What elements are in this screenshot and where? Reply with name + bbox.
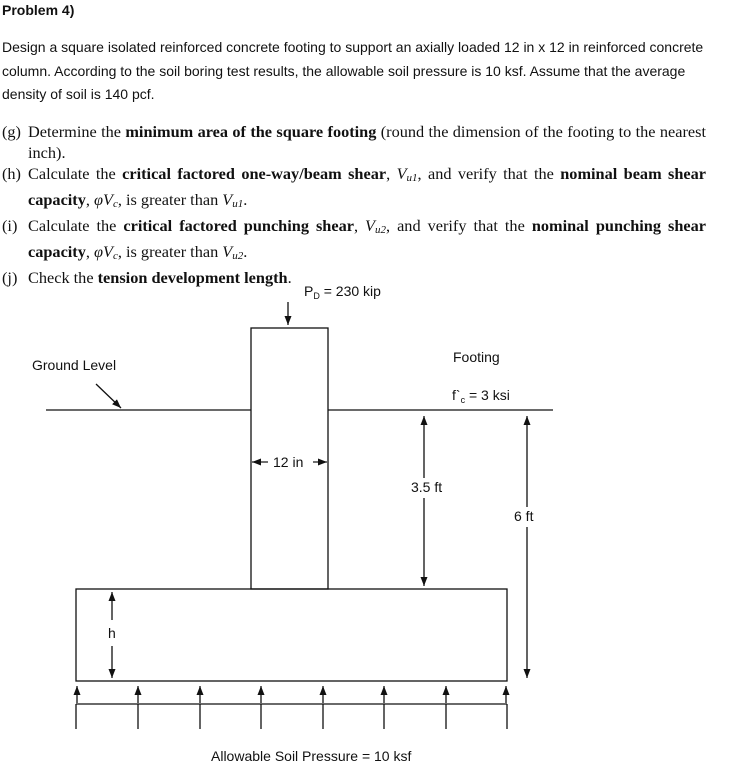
question-label: (j): [2, 268, 18, 287]
column-height-label: 3.5 ft: [411, 479, 443, 495]
column-width-label: 12 in: [273, 454, 304, 470]
symbol: V: [365, 216, 375, 235]
question-text: , is greater than: [117, 242, 223, 261]
question-text: Check the: [28, 268, 98, 287]
question-bold: tension development length: [97, 268, 288, 287]
ground-level-pointer: [96, 384, 121, 408]
question-text: Calculate the: [28, 164, 123, 183]
question-text: .: [243, 190, 248, 209]
question-bold: nominal punching shear capacity: [28, 216, 707, 261]
question-text: ,: [386, 164, 397, 183]
symbol: V: [222, 242, 233, 261]
question-label: (g): [2, 122, 21, 141]
question-text: ,: [353, 216, 366, 235]
symbol: φV: [94, 190, 113, 209]
footing: [76, 589, 507, 681]
question-text: , is greater than: [117, 190, 223, 209]
problem-intro: Design a square isolated reinforced concrete footing to support an axially loaded 12 in x 12 in reinforced concrete column. According to the soil boring test results, the allowable soil pressure is 10 ksf. Assume that the average density of soil is 140 pcf.: [2, 39, 704, 102]
question-text: ,: [85, 242, 95, 261]
question-text: Calculate the: [28, 216, 124, 235]
question-text: .: [287, 268, 292, 287]
ground-level-label: Ground Level: [32, 357, 117, 373]
symbol-subscript: u1: [406, 172, 418, 184]
symbol: φV: [94, 242, 113, 261]
question-bold: minimum area of the square footing: [125, 122, 377, 141]
question-text: .: [243, 242, 248, 261]
question-bold: critical factored punching shear: [123, 216, 354, 235]
concrete-strength-label: $f`_c = 3$ ksi: [452, 387, 510, 405]
symbol-subscript: c: [112, 250, 118, 262]
symbol: V: [222, 190, 233, 209]
soil-pressure-arrows: [77, 686, 506, 703]
question-text: , and verify that the: [417, 164, 561, 183]
question-text: (round the dimension of the footing to the nearest inch).: [28, 122, 707, 162]
question-label: (i): [2, 216, 18, 235]
footing-label: Footing: [453, 349, 500, 365]
question-text: ,: [85, 190, 95, 209]
question-bold: nominal beam shear capacity: [28, 164, 707, 209]
total-depth-label: 6 ft: [514, 508, 534, 524]
symbol-subscript: u2: [232, 250, 244, 262]
symbol-subscript: u1: [232, 198, 244, 210]
question-bold: critical factored one-way/beam shear: [122, 164, 387, 183]
question-text: , and verify that the: [386, 216, 532, 235]
soil-pressure-label: Allowable Soil Pressure = 10 ksf: [211, 748, 412, 764]
problem-title: Problem 4): [2, 2, 75, 18]
question-label: (h): [2, 164, 21, 183]
load-label: $P_D = 230$ kip: [304, 283, 381, 301]
symbol: V: [396, 164, 407, 183]
question-text: Determine the: [28, 122, 126, 141]
thickness-label: h: [108, 625, 116, 641]
symbol-subscript: c: [112, 198, 118, 210]
symbol-subscript: u2: [375, 224, 386, 236]
